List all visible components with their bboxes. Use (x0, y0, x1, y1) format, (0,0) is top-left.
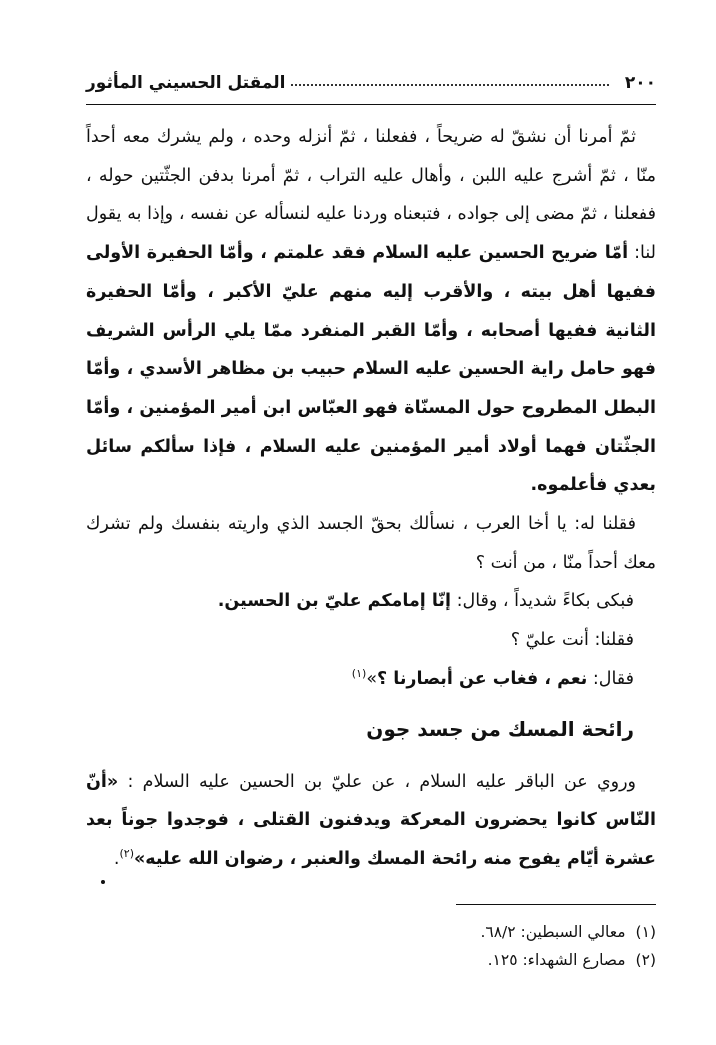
p3-quote: إنّا إمامكم عليّ بن الحسين. (217, 591, 452, 612)
p1-line2: ثمّ أشرج عليه اللبن ، وأهال عليه التراب ، ثمّ أمرنا بدفن الجثّتين حوله ، ففعلنا ، (86, 165, 656, 225)
paragraph-6 (86, 763, 656, 879)
p3-text: فبكى بكاءً شديداً ، وقال: (451, 591, 634, 612)
stray-dot (101, 880, 105, 884)
footnote-rule (456, 904, 656, 905)
footnote-ref-2: (٢) (119, 847, 134, 861)
footnote-number: (١) (635, 923, 656, 941)
footnote-ref-1: (١) (351, 667, 367, 681)
footnote-text: معالي السبطين: ٦٨/٢. (480, 923, 626, 941)
p6-quote: «أنّ النّاس كانوا يحضرون المعركة ويدفنون القتلى ، فوجدوا جوناً بعد عشرة أيّام يفوح منه رائحة المسك والعنبر ، رضوان الله عليه» (86, 771, 656, 869)
page-header (86, 66, 656, 100)
p1-quote: أمّا ضريح الحسين عليه السلام فقد علمتم ، وأمّا الحفيرة الأولى ففيها أهل بيته ، والأقرب إليه منهم عليّ الأكبر ، وأمّا الحفيرة الثانية ففيها أصحابه ، وأمّا القبر المنفرد ممّا يلي الرأس الشريف فهو حامل راية الحسين عليه السلام حبيب بن مظاهر الأسدي ، وأمّا البطل المطروح حول المسنّاة فهو العبّاس ابن أمير المؤمنين ، وأمّا الجثّتان فهما أولاد أمير المؤمنين عليه السلام ، فإذا سألكم سائل بعدي فأعلموه. (86, 243, 656, 496)
p5-text: فقال: (587, 668, 634, 689)
header-leader-dots (291, 84, 608, 86)
paragraph-1 (86, 118, 656, 505)
paragraph-4: فقلنا: أنت عليّ ؟ (510, 630, 634, 651)
main-text (86, 118, 656, 879)
section-heading: رائحة المسك من جسد جون (366, 716, 634, 741)
running-title: المقتل الحسيني المأثور (86, 73, 286, 93)
footnote-1 (86, 918, 656, 946)
p5-close: » (366, 668, 378, 689)
paragraph-2: فقلنا له: يا أخا العرب ، نسألك بحقّ الجسد الذي واريته بنفسك ولم تشرك معك أحداً منّا ، من أنت ؟ (86, 514, 656, 573)
footnote-text: مصارع الشهداء: ١٢٥. (487, 951, 626, 969)
header-rule (86, 104, 656, 105)
paragraph-5 (86, 660, 656, 699)
paragraph-3 (86, 582, 656, 621)
p5-quote: نعم ، فغاب عن أبصارنا ؟ (377, 668, 588, 689)
p1-line1: ثمّ أمرنا أن نشقّ له ضريحاً ، ففعلنا ، ثمّ أنزله وحده ، ولم يشرك معه أحداً منّا ، (86, 127, 656, 186)
page-number: ٢٠٠ (624, 73, 656, 93)
p1-line3: ثمّ مضى إلى جواده ، فتبعناه وردنا عليه لنسأله عن نفسه ، وإذا به يقول لنا: (86, 204, 656, 264)
p6-end: . (113, 848, 120, 869)
p6-text: وروي عن الباقر عليه السلام ، عن عليّ بن الحسين عليه السلام : (118, 771, 636, 792)
footnote-number: (٢) (635, 951, 656, 969)
footnote-2 (86, 946, 656, 974)
footnotes (86, 918, 656, 974)
